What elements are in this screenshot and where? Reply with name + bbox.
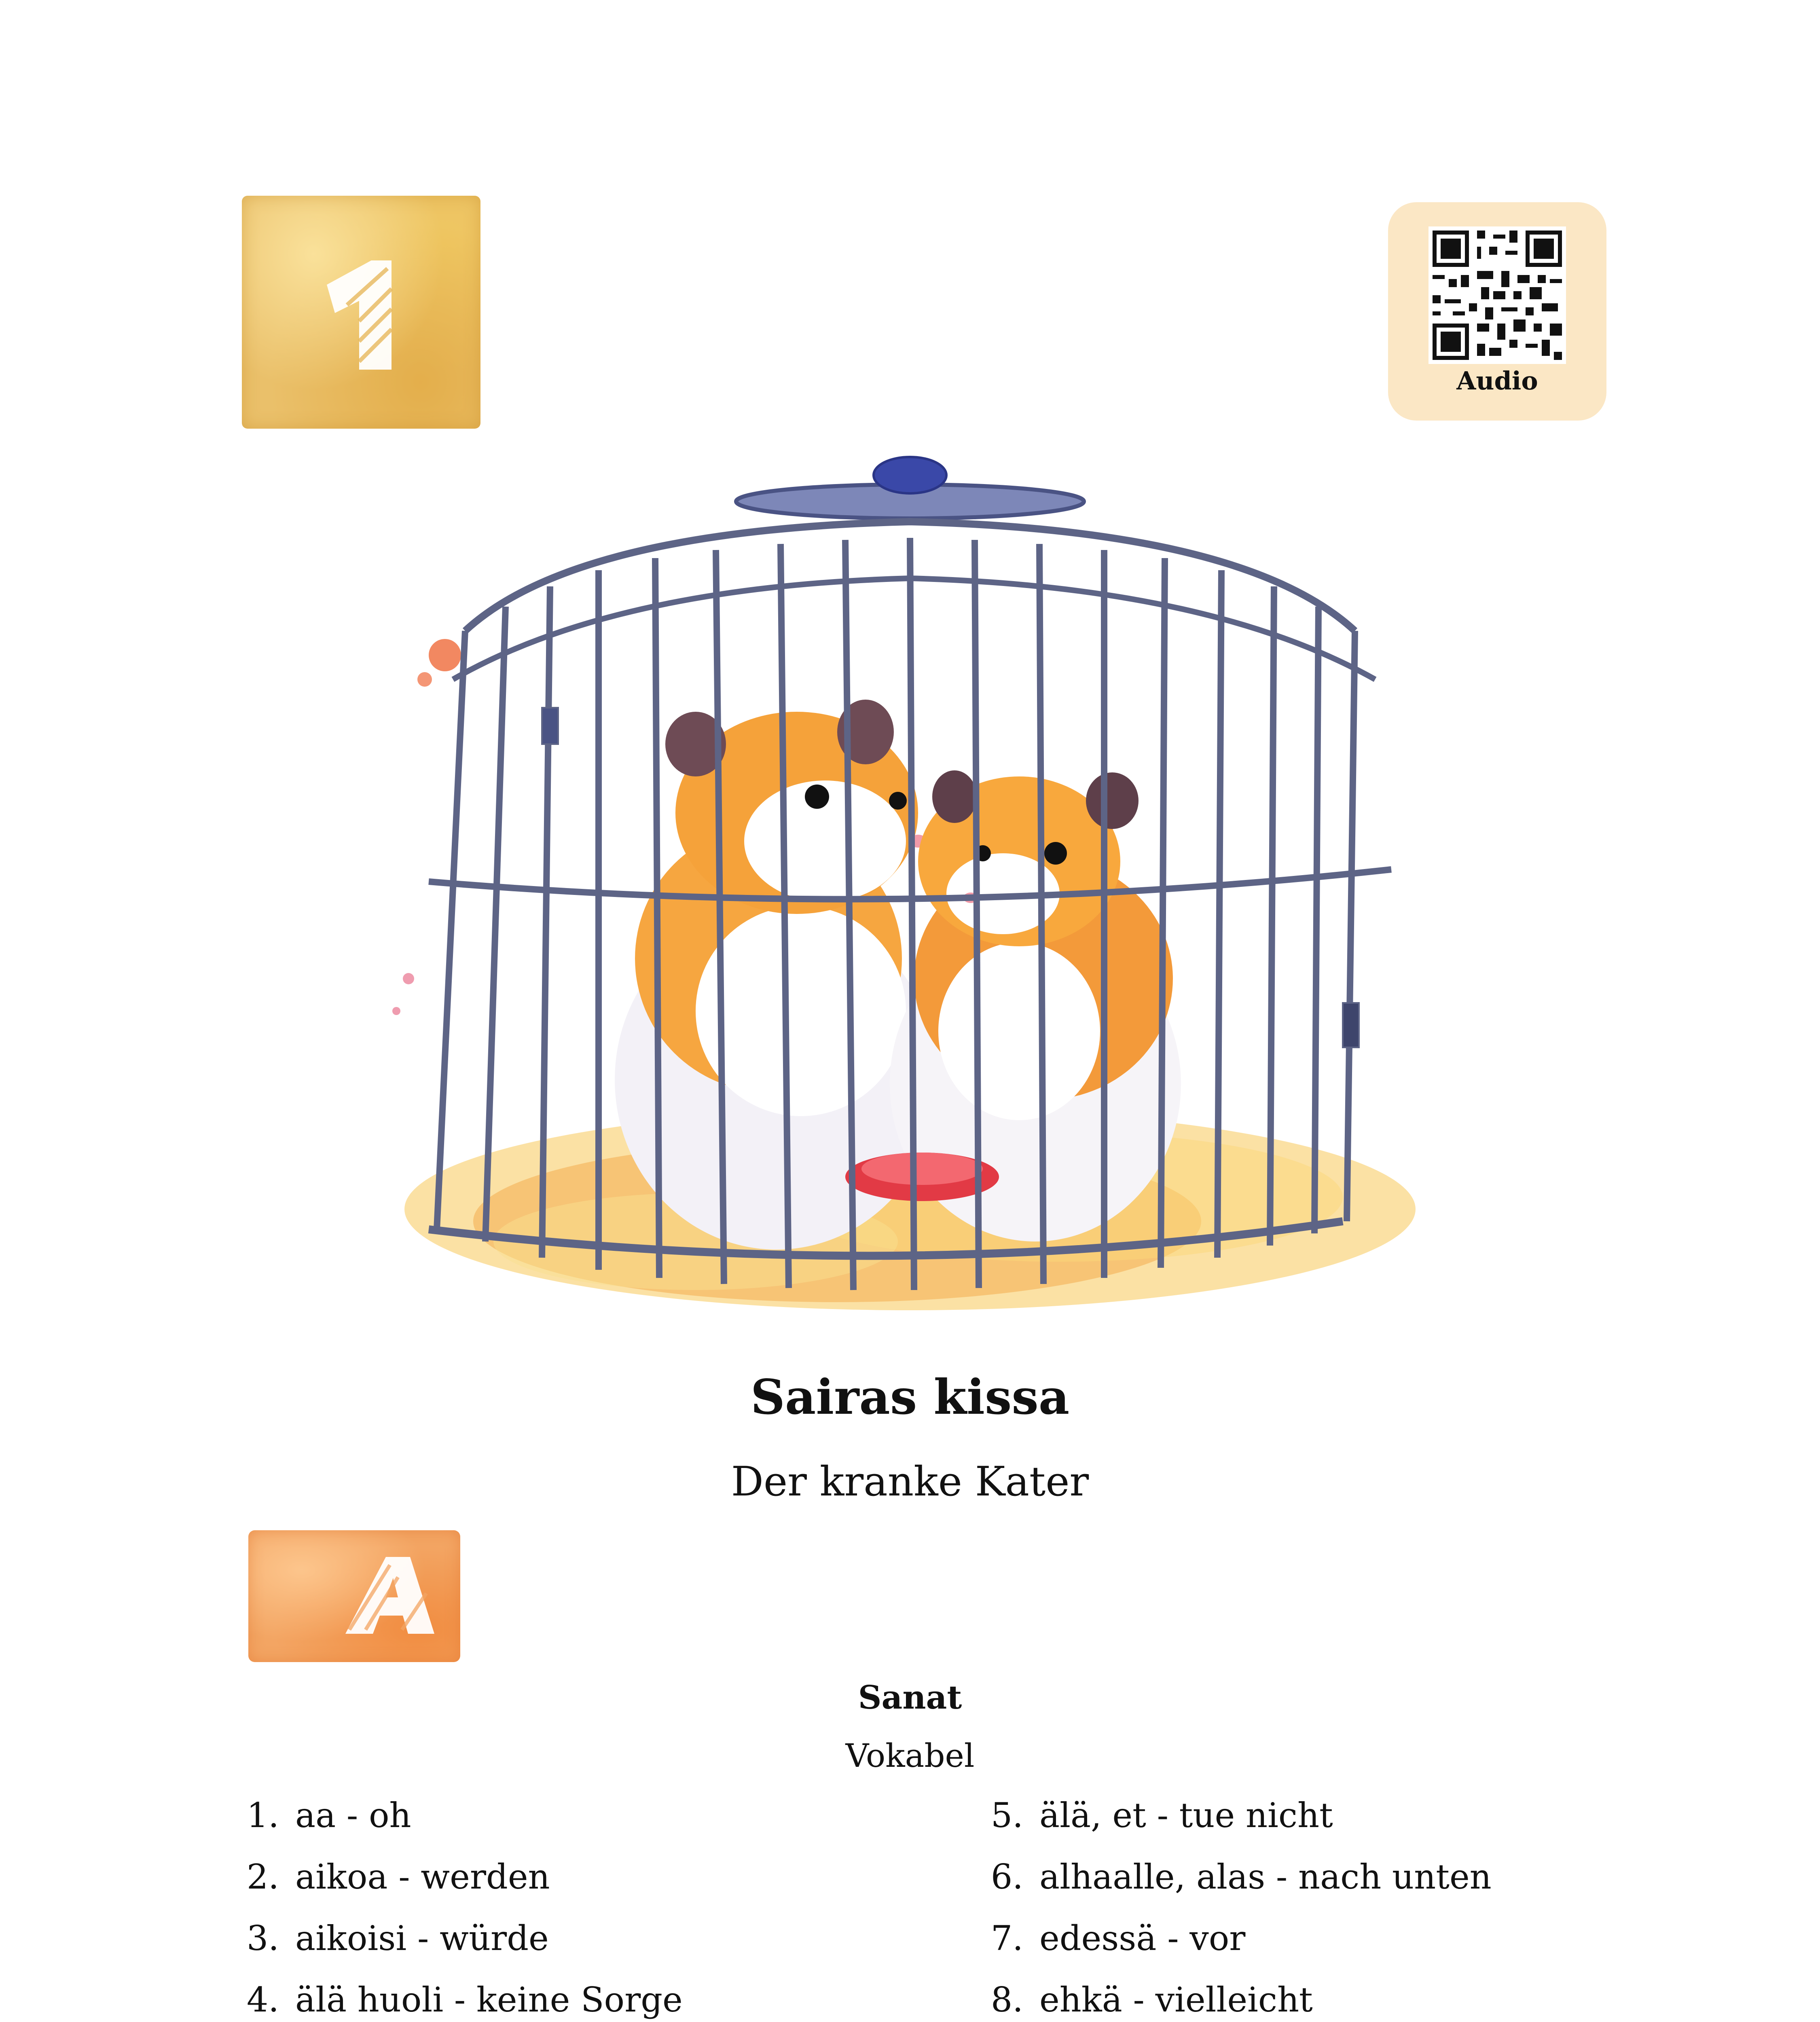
story-subtitle: Der kranke Kater [731, 1458, 1089, 1505]
vocabulary-item: 6. alhaalle, alas - nach unten [990, 1857, 1492, 1897]
section-badge [248, 1530, 460, 1662]
audio-label: Audio [1456, 366, 1538, 396]
vocabulary-item: 8. ehkä - vielleicht [990, 1980, 1313, 2020]
vocabulary-item: 1. aa - oh [246, 1796, 411, 1835]
hamster-cage-illustration [372, 453, 1464, 1335]
chapter-number-one-icon [311, 256, 416, 378]
vocabulary-subtitle: Vokabel [845, 1737, 975, 1775]
story-title: Sairas kissa [750, 1369, 1070, 1425]
section-letter-a-icon [341, 1553, 438, 1638]
vocabulary-item: 3. aikoisi - würde [246, 1918, 549, 1958]
vocabulary-item: 2. aikoa - werden [246, 1857, 550, 1897]
vocabulary-item: 4. älä huoli - keine Sorge [246, 1980, 683, 2020]
qr-code-icon[interactable] [1428, 226, 1566, 364]
vocabulary-item: 7. edessä - vor [990, 1918, 1246, 1958]
vocabulary-title: Sanat [858, 1678, 962, 1716]
audio-qr-card[interactable] [1388, 202, 1606, 421]
chapter-number-badge [242, 196, 480, 429]
vocabulary-item: 5. älä, et - tue nicht [990, 1796, 1333, 1835]
